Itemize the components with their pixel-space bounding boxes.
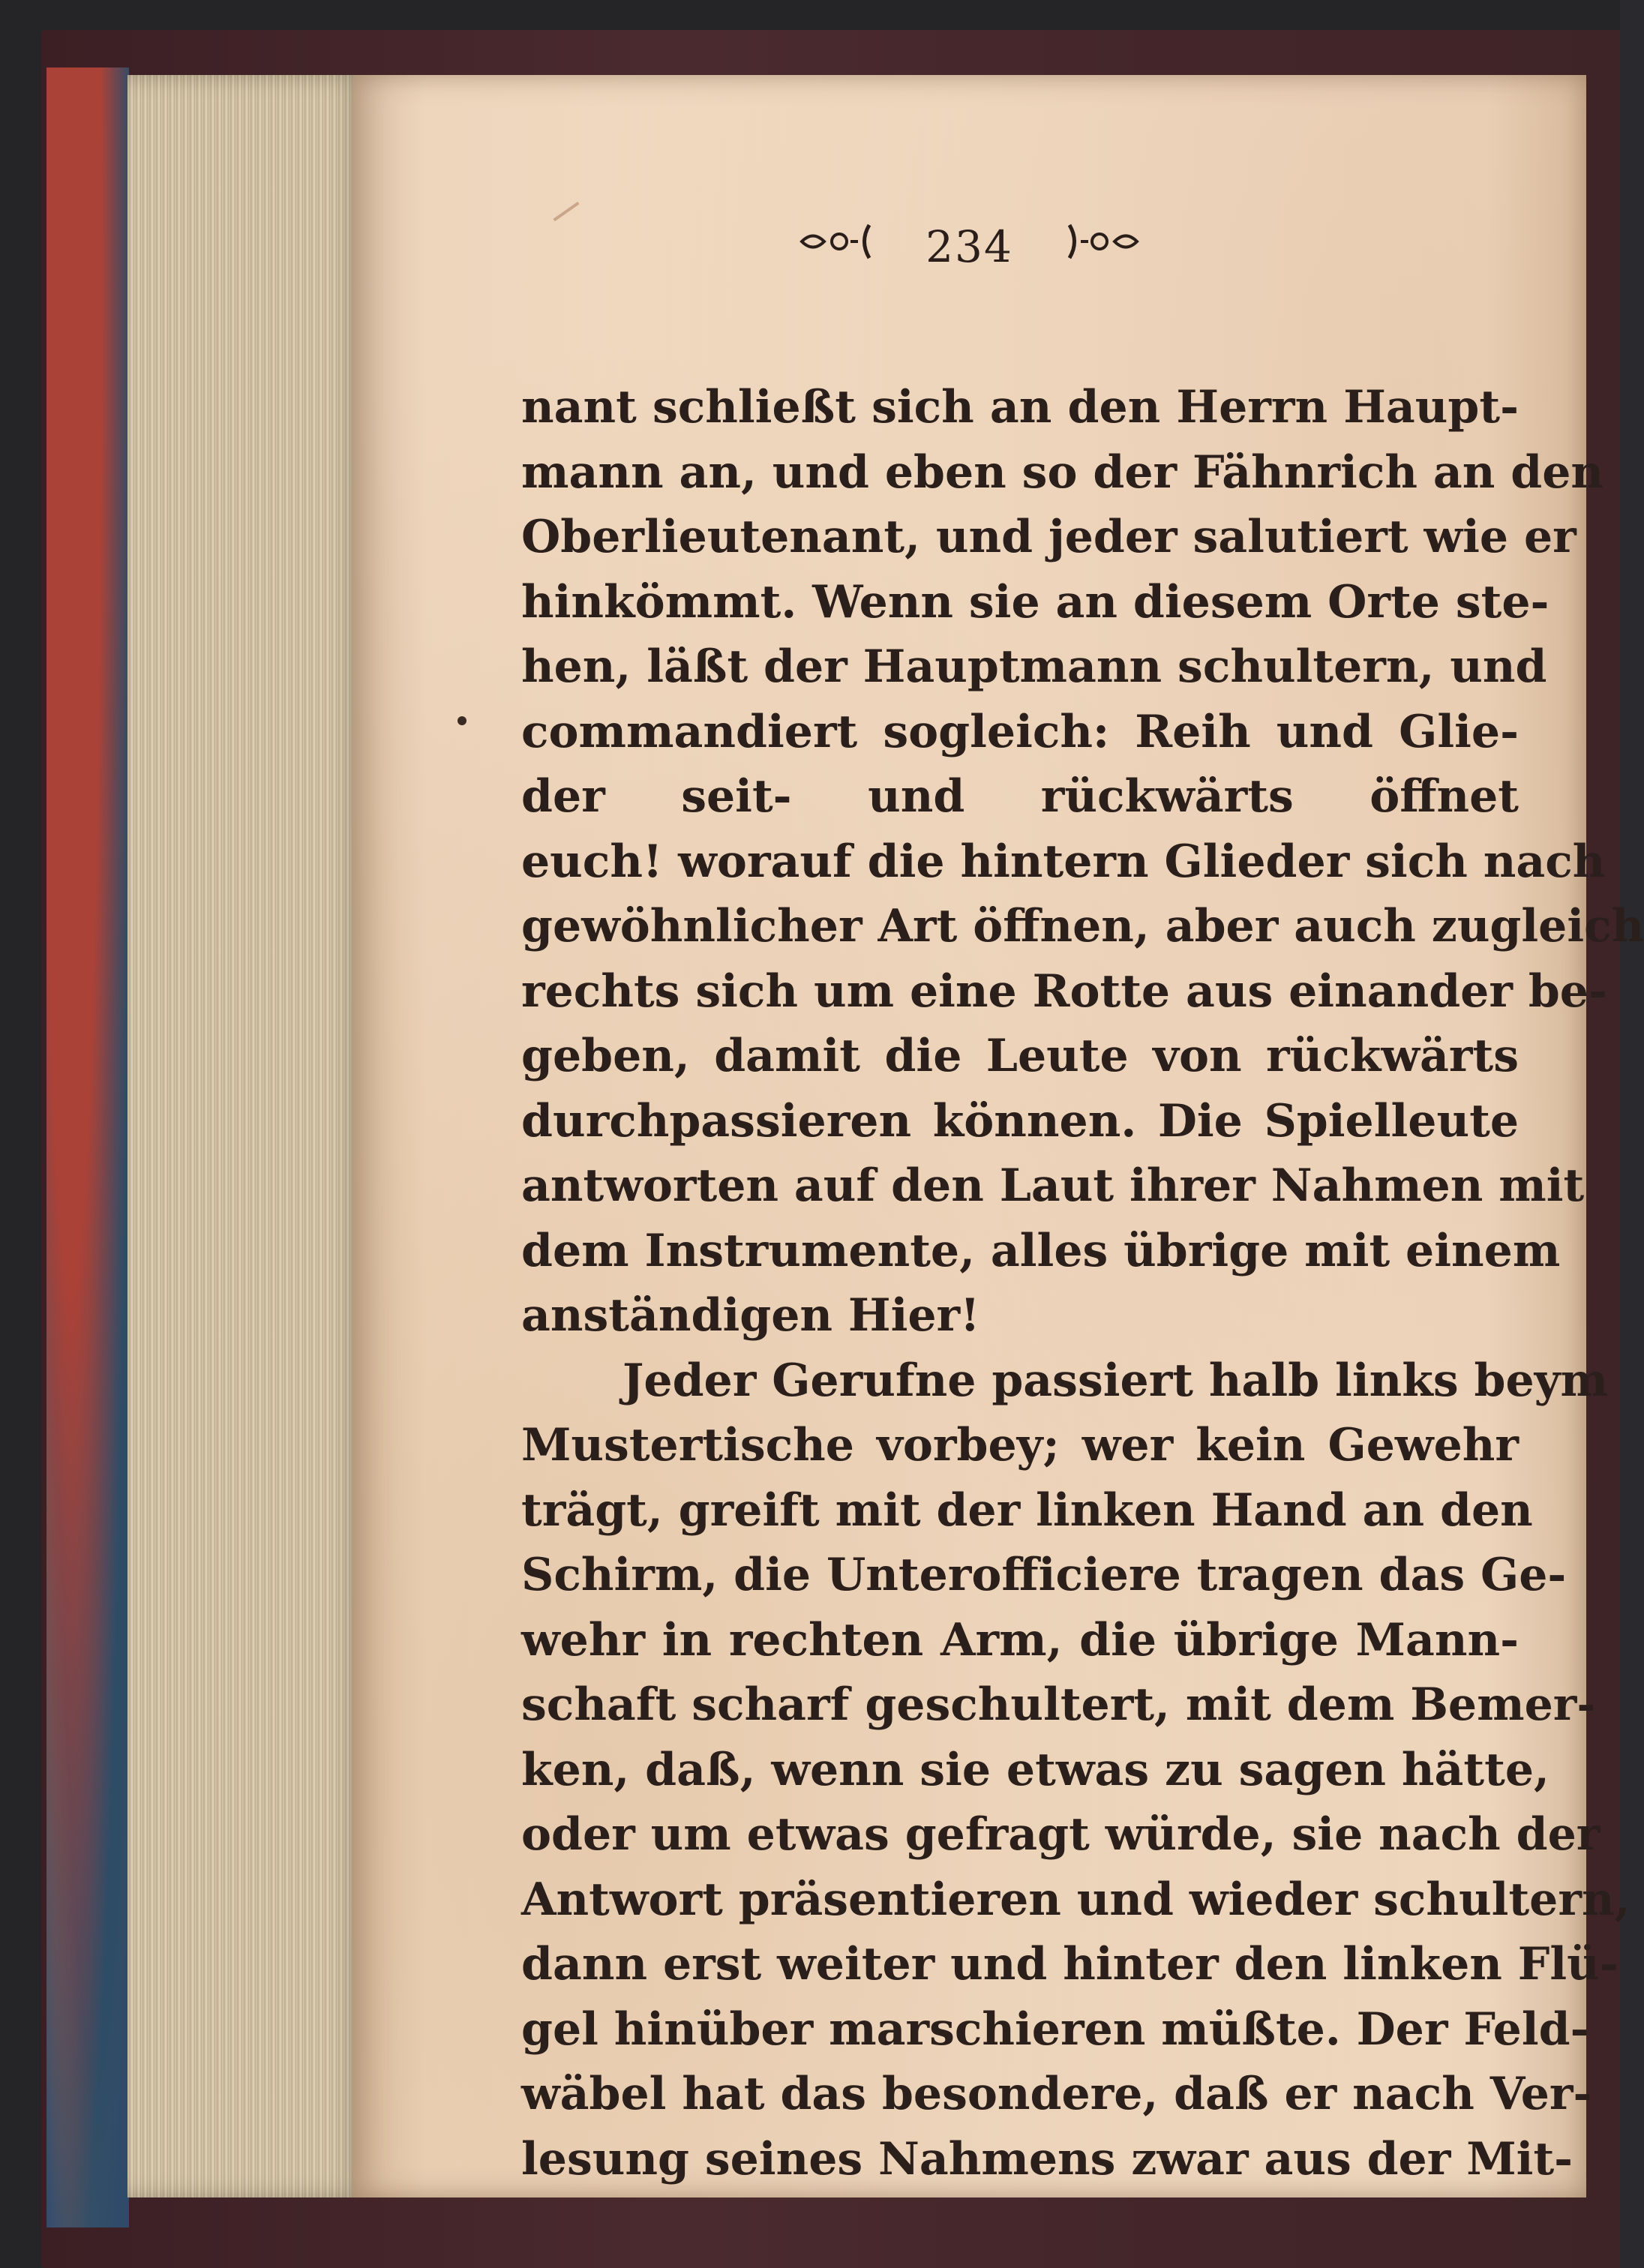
text-line: hinkömmt. Wenn sie an diesem Orte ste- xyxy=(521,575,1550,628)
text-line: Mustertische vorbey; wer kein Gewehr xyxy=(521,1419,1519,1472)
text-line: gel hinüber marschieren müßte. Der Feld- xyxy=(521,2002,1589,2056)
text-line: Antwort präsentieren und wieder schultern, xyxy=(521,1873,1630,1926)
text-line: wäbel hat das besondere, daß er nach Ver- xyxy=(521,2068,1592,2120)
margin-dot xyxy=(458,716,466,725)
text-line: trägt, greift mit der linken Hand an den xyxy=(521,1484,1533,1537)
text-line: geben, damit die Leute von rückwärts xyxy=(521,1030,1519,1082)
text-line: schaft scharf geschultert, mit dem Bemer- xyxy=(521,1678,1596,1731)
right-ornament-icon xyxy=(1051,219,1141,274)
page-header xyxy=(352,218,1586,274)
text-line: mann an, und eben so der Fähnrich an den xyxy=(521,446,1604,499)
text-line: dann erst weiter und hinter den linken Flü- xyxy=(521,1938,1618,1990)
page-number: 234 xyxy=(926,220,1013,272)
text-line: dem Instrumente, alles übrige mit einem xyxy=(521,1224,1561,1277)
text-line: anständigen Hier! xyxy=(521,1289,980,1342)
marbled-endpaper xyxy=(46,68,129,2228)
text-line: rechts sich um eine Rotte aus einander be- xyxy=(521,964,1607,1018)
text-line: commandiert sogleich: Reih und Glie- xyxy=(521,705,1519,758)
text-line: nant schließt sich an den Herrn Haupt- xyxy=(521,381,1519,434)
text-line: durchpassieren können. Die Spielleute xyxy=(521,1094,1519,1148)
book-page xyxy=(352,75,1644,2198)
text-line: der seit- und rückwärts öffnet xyxy=(521,770,1519,823)
body-text xyxy=(521,375,1644,2192)
text-line: Oberlieutenant, und jeder salutiert wie er xyxy=(521,511,1576,563)
text-line: euch! worauf die hintern Glieder sich nach xyxy=(521,835,1606,888)
left-ornament-icon xyxy=(798,219,888,274)
text-line: gewöhnlicher Art öffnen, aber auch zugleich xyxy=(521,900,1644,952)
text-line: lesung seines Nahmens zwar aus der Mit- xyxy=(521,2132,1574,2186)
paragraph-start-line: Jeder Gerufne passiert halb links beym xyxy=(622,1354,1608,1407)
text-line: Schirm, die Unterofficiere tragen das Ge- xyxy=(521,1549,1567,1601)
text-line: oder um etwas gefragt würde, sie nach der xyxy=(521,1808,1600,1861)
page-edges xyxy=(128,75,368,2198)
text-line: antworten auf den Laut ihrer Nahmen mit xyxy=(521,1160,1585,1212)
text-line: wehr in rechten Arm, die übrige Mann- xyxy=(521,1613,1519,1666)
text-line: hen, läßt der Hauptmann schultern, und xyxy=(521,640,1547,693)
text-line: ken, daß, wenn sie etwas zu sagen hätte, xyxy=(521,1743,1550,1796)
